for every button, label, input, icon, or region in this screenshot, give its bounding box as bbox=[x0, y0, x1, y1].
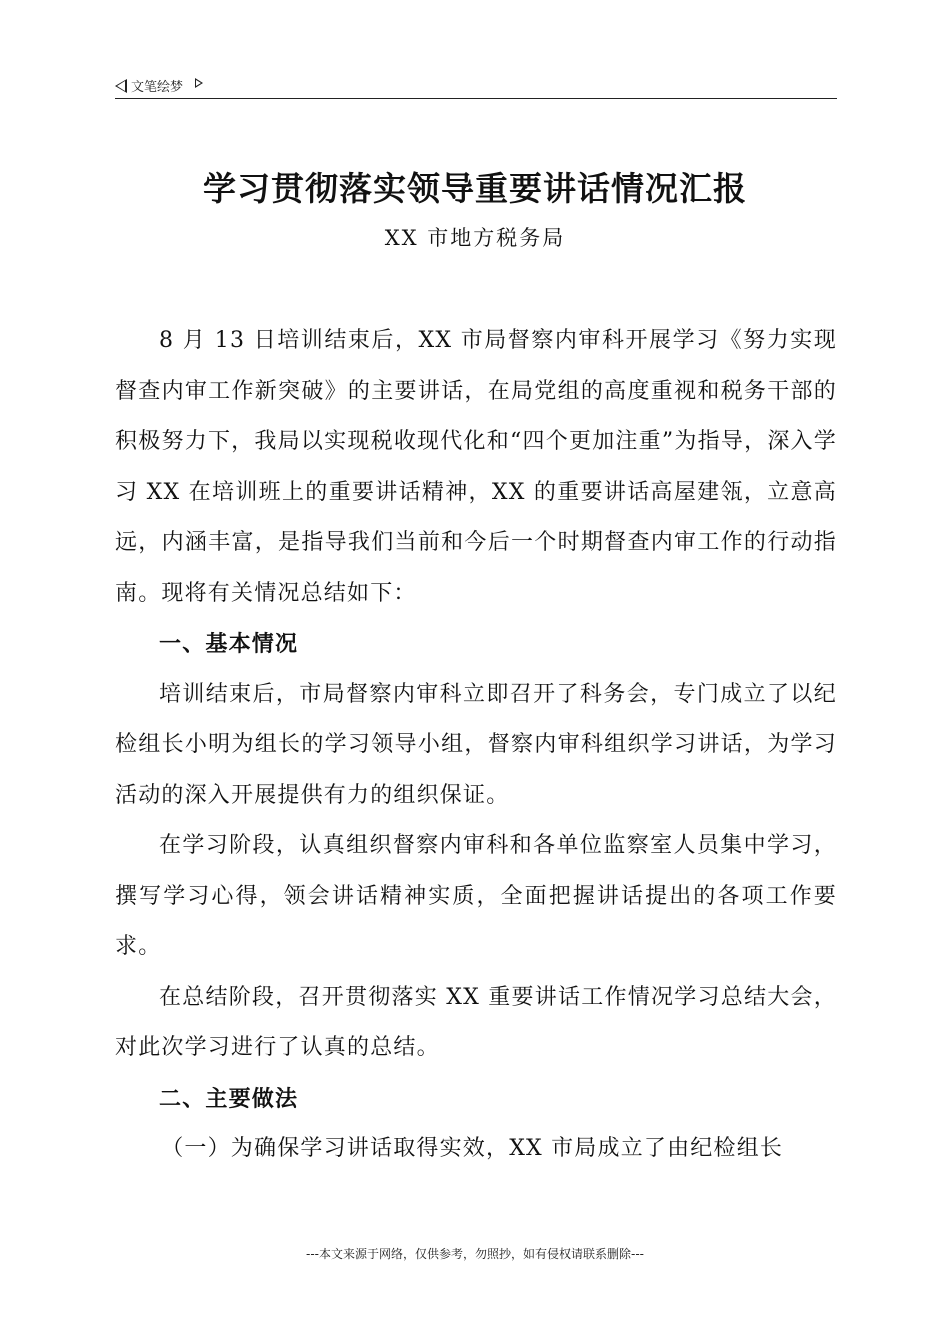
document-body bbox=[115, 316, 837, 1175]
paragraph: 在总结阶段，召开贯彻落实 XX 重要讲话工作情况学习总结大会，对此次学习进行了认真的总结。 bbox=[115, 984, 837, 1060]
header-brand-text: 文笔绘梦 bbox=[131, 80, 184, 95]
document-title: 学习贯彻落实领导重要讲话情况汇报 bbox=[203, 169, 747, 208]
right-triangle-icon bbox=[195, 78, 203, 88]
document-subtitle: XX 市地方税务局 bbox=[384, 226, 566, 250]
section-heading: 二、主要做法 bbox=[159, 1085, 299, 1112]
left-triangle-icon bbox=[115, 79, 127, 93]
footer-notice: ---本文来源于网络，仅供参考，勿照抄，如有侵权请联系删除--- bbox=[306, 1247, 644, 1261]
page-header bbox=[115, 74, 837, 99]
paragraph: 在学习阶段，认真组织督察内审科和各单位监察室人员集中学习，撰写学习心得，领会讲话精神实质，全面把握讲话提出的各项工作要求。 bbox=[115, 833, 837, 959]
section-heading: 一、基本情况 bbox=[159, 631, 299, 657]
paragraph: （一）为确保学习讲话取得实效，XX 市局成立了由纪检组长 bbox=[161, 1136, 784, 1161]
paragraph: 培训结束后，市局督察内审科立即召开了科务会，专门成立了以纪检组长小明为组长的学习领导小组，督察内审科组织学习讲话，为学习活动的深入开展提供有力的组织保证。 bbox=[115, 681, 837, 808]
header-brand bbox=[115, 76, 203, 95]
paragraph: 8 月 13 日培训结束后，XX 市局督察内审科开展学习《努力实现督查内审工作新突破》的主要讲话，在局党组的高度重视和税务干部的积极努力下，我局以实现税收现代化和“四个更加注重”为指导，深入学习 XX 在培训班上的重要讲话精神，XX 的重要讲话高屋建瓴，立意高远，内涵丰富，是指导我们当前和今后一个时期督查内审工作的行动指南。现将有关情况总结如下： bbox=[115, 328, 837, 606]
